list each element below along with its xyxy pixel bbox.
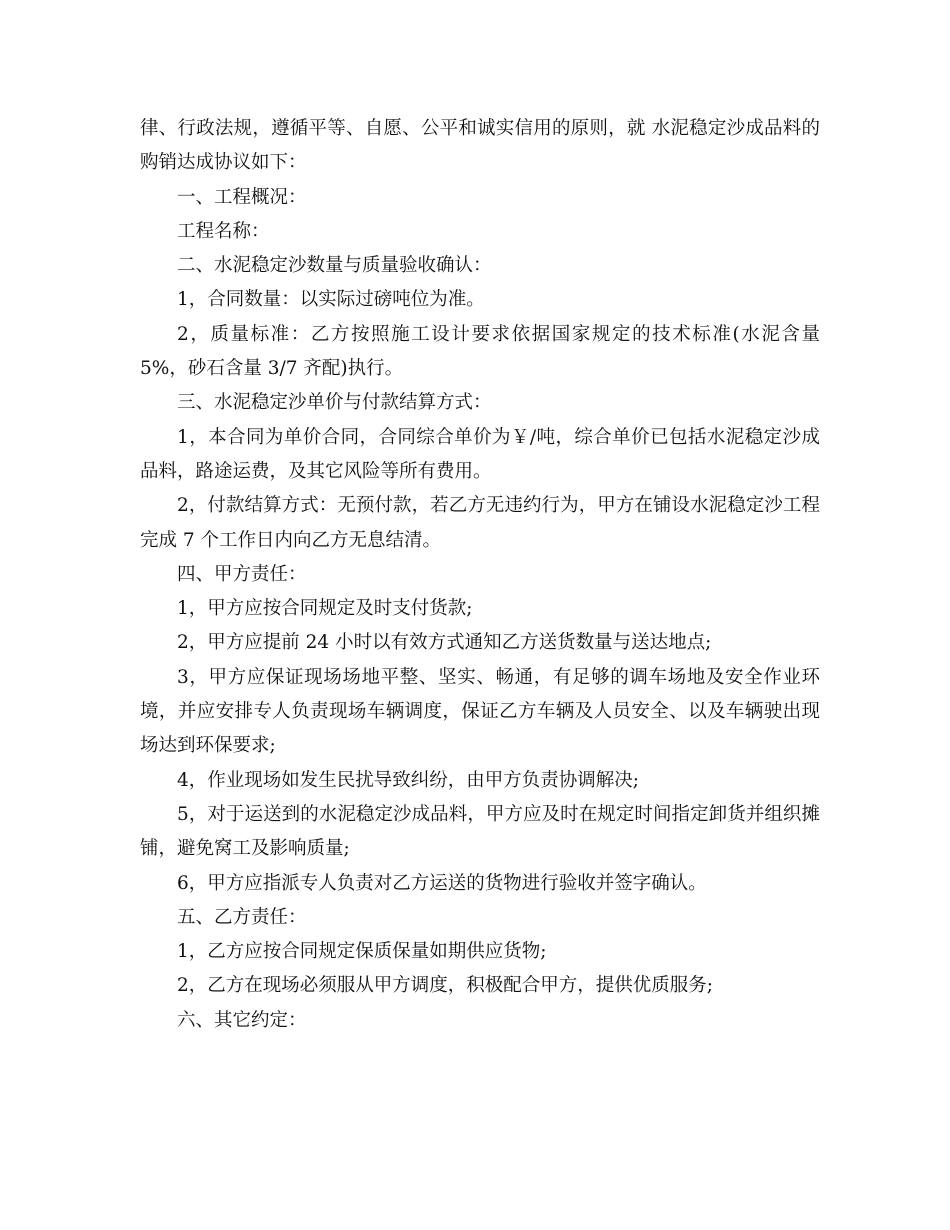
heading-other-terms: 六、其它约定： <box>177 1009 307 1031</box>
paragraph-unit-price: 1，本合同为单价合同，合同综合单价为￥/吨，综合单价已包括水泥稳定沙成品料，路途运费，及其它风险等所有费用。 <box>140 426 820 482</box>
heading-price-payment: 三、水泥稳定沙单价与付款结算方式： <box>177 392 492 414</box>
paragraph-quality-standard: 2，质量标准：乙方按照施工设计要求依据国家规定的技术标准(水泥含量 5%，砂石含量 3/7 齐配)执行。 <box>140 323 820 380</box>
paragraph-intro: 律、行政法规，遵循平等、自愿、公平和诚实信用的原则，就 水泥稳定沙成品料的购销达成协议如下： <box>140 118 820 174</box>
document-body <box>140 112 820 1038</box>
paragraph-party-a-duty-1: 1，甲方应按合同规定及时支付货款; <box>177 598 473 620</box>
paragraph-party-a-duty-5: 5，对于运送到的水泥稳定沙成品料，甲方应及时在规定时间指定卸货并组织摊铺，避免窝工及影响质量; <box>140 803 820 860</box>
heading-party-b-duties: 五、乙方责任： <box>177 906 307 928</box>
paragraph-party-a-duty-2: 2，甲方应提前 24 小时以有效方式通知乙方送货数量与送达地点; <box>177 632 712 654</box>
paragraph-party-b-duty-2: 2，乙方在现场必须服从甲方调度，积极配合甲方，提供优质服务; <box>177 975 714 997</box>
heading-project-overview: 一、工程概况： <box>177 186 307 208</box>
heading-quantity-quality: 二、水泥稳定沙数量与质量验收确认： <box>177 255 492 277</box>
paragraph-contract-quantity: 1，合同数量：以实际过磅吨位为准。 <box>177 289 485 311</box>
paragraph-project-name: 工程名称： <box>177 220 270 242</box>
paragraph-party-a-duty-6: 6，甲方应指派专人负责对乙方运送的货物进行验收并签字确认。 <box>177 872 707 894</box>
paragraph-party-a-duty-3: 3，甲方应保证现场场地平整、坚实、畅通，有足够的调车场地及安全作业环境，并应安排专人负责现场车辆调度，保证乙方车辆及人员安全、以及车辆驶出现场达到环保要求; <box>140 666 820 757</box>
paragraph-payment-method: 2，付款结算方式：无预付款，若乙方无违约行为，甲方在铺设水泥稳定沙工程完成 7 个工作日内向乙方无息结清。 <box>140 495 820 551</box>
paragraph-party-a-duty-4: 4，作业现场如发生民扰导致纠纷，由甲方负责协调解决; <box>177 769 640 791</box>
heading-party-a-duties: 四、甲方责任： <box>177 563 307 585</box>
paragraph-party-b-duty-1: 1，乙方应按合同规定保质保量如期供应货物; <box>177 941 547 963</box>
